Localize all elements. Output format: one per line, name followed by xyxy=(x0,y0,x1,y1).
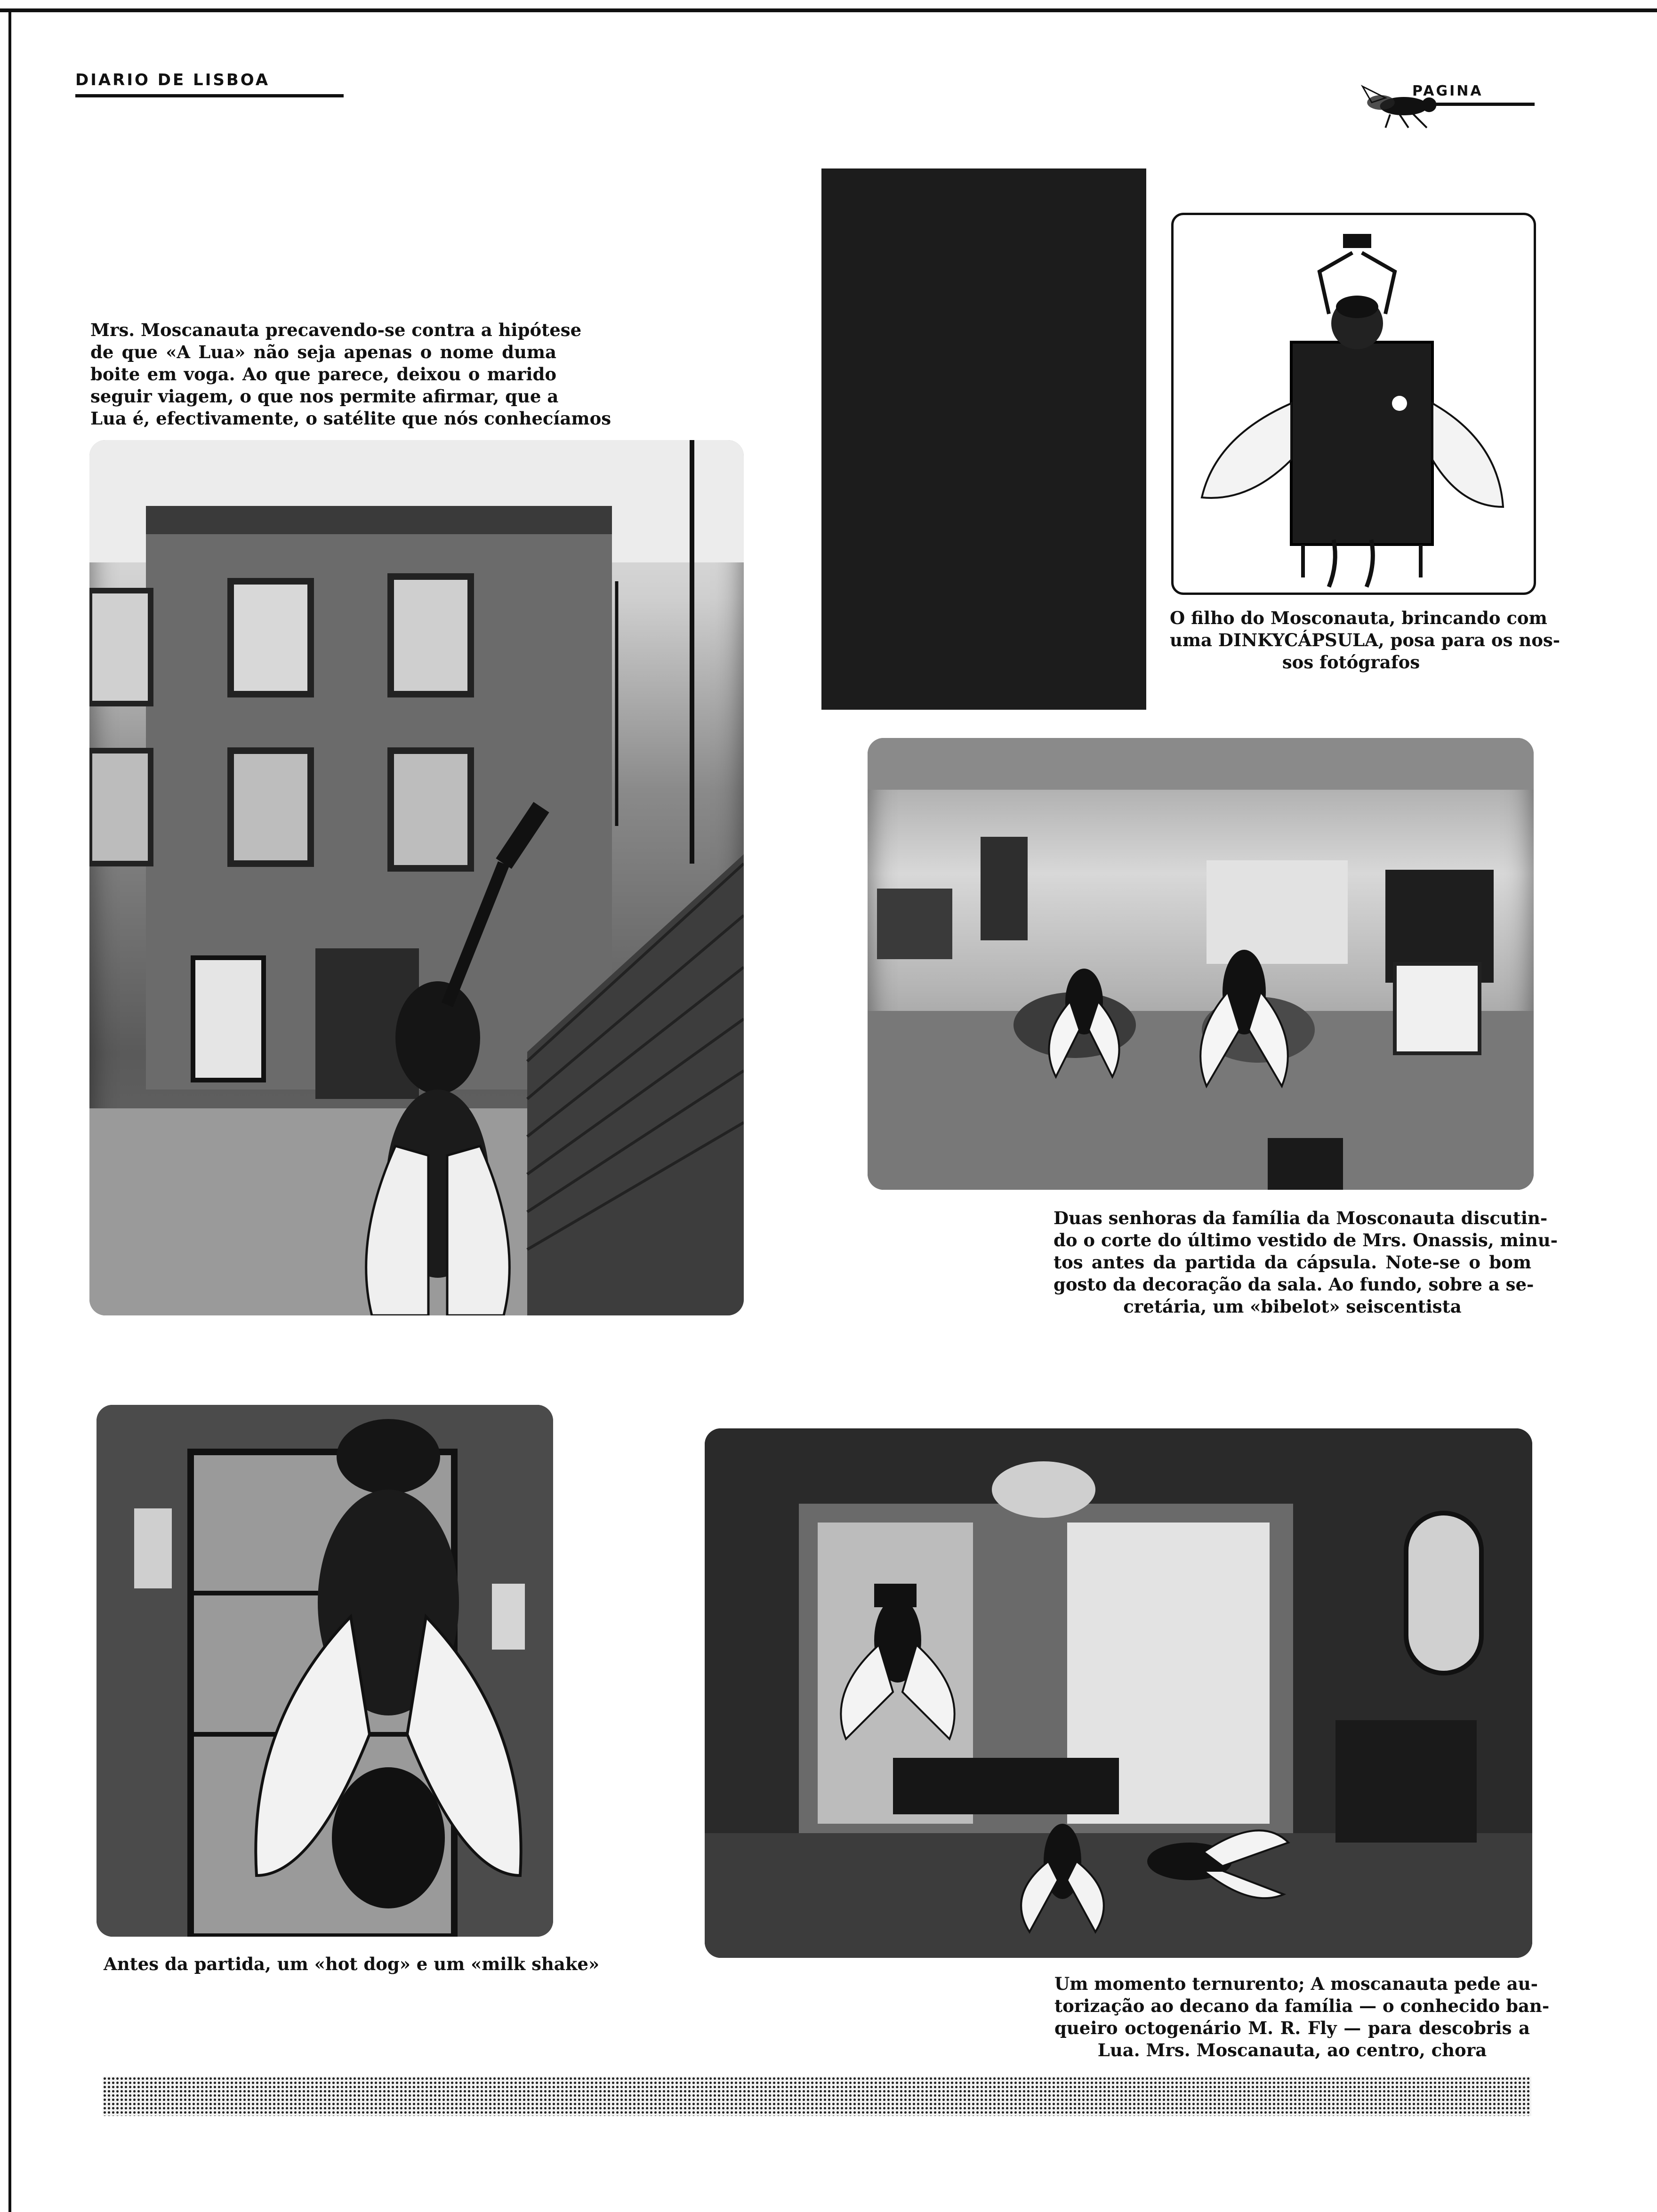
header-right-rule xyxy=(1410,103,1535,106)
top-frame-rule xyxy=(0,8,1657,12)
header-left-rule xyxy=(75,94,344,97)
left-frame-rule xyxy=(8,8,11,2212)
caption-top-right: O filho do Mosconauta, brincando com uma DINKYCÁPSULA, posa para os nos- sos fotógrafos xyxy=(1170,608,1560,673)
footer-dotted-band xyxy=(103,2076,1531,2116)
photo-street-house xyxy=(89,440,744,1315)
photo-drawing-room xyxy=(868,738,1534,1190)
caption-bottom-left: Antes da partida, um «hot dog» e um «milk shake» xyxy=(104,1954,600,1974)
illustration-fly-capsule xyxy=(1171,213,1536,595)
photo-dark-panel xyxy=(821,168,1146,710)
photo-fly-pantry xyxy=(97,1405,553,1937)
photo-family-room xyxy=(705,1428,1532,1958)
caption-top-left: Mrs. Moscanauta precavendo-se contra a hipótese de que «A Lua» não seja apenas o nome duma boite em voga. Ao que parece, deixou o marido seguir viagem, o que nos permite afirmar, que a Lua é, efectivamente, o satélite que nós conhecíamos xyxy=(90,320,611,429)
caption-middle-right: Duas senhoras da família da Mosconauta discutin- do o corte do último vestido de Mrs. Onassis, minu- tos antes da partida da cápsula. Note-se o bom gosto da decoração da sala. Ao fundo, sobre a se- cretária, um «bibelot» seiscentista xyxy=(1054,1208,1558,1317)
page-label: PAGINA xyxy=(1412,83,1483,99)
caption-bottom-right: Um momento ternurento; A moscanauta pede au- torização ao decano da família — o conhecido ban- queiro octogenário M. R. Fly — para descobris a Lua. Mrs. Moscanauta, ao centro, chora xyxy=(1054,1973,1550,2060)
newspaper-name: DIARIO DE LISBOA xyxy=(75,71,270,89)
